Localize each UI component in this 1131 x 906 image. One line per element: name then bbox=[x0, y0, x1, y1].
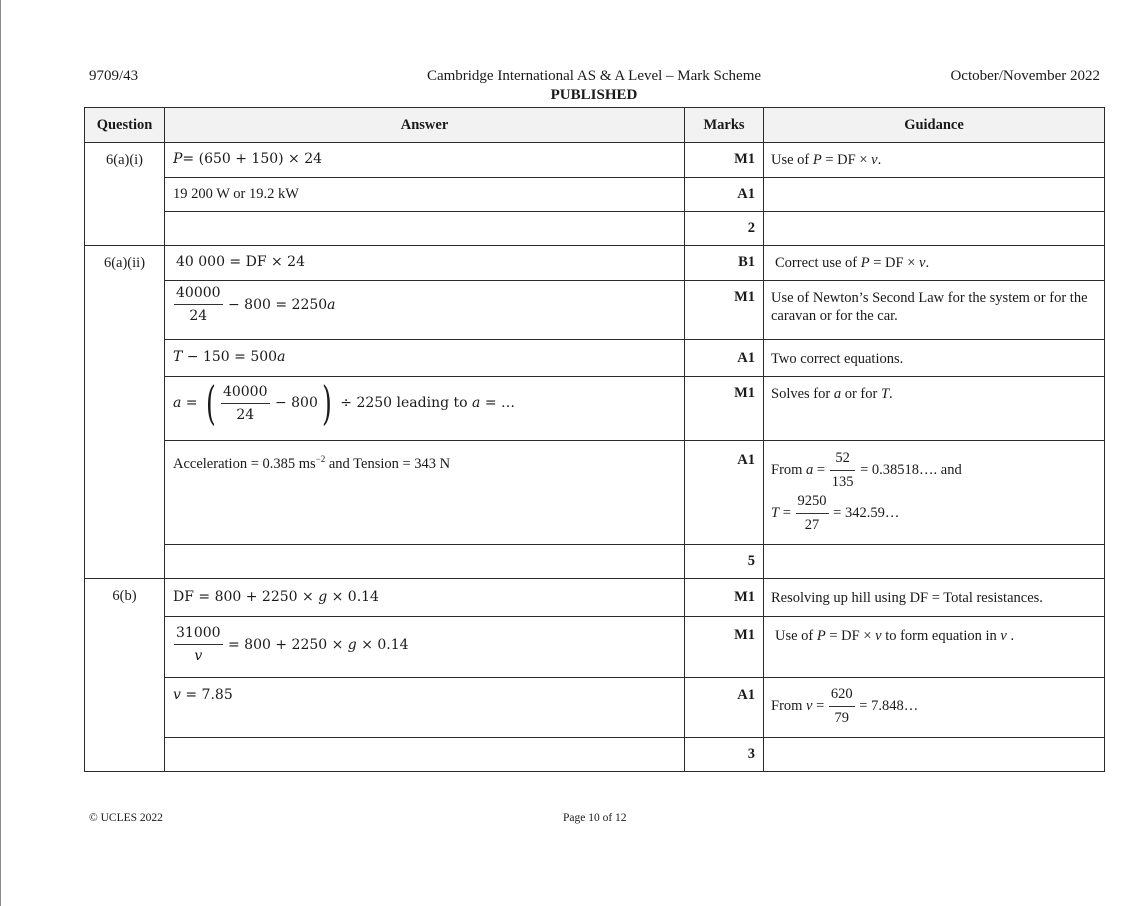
answer-cell bbox=[165, 738, 685, 772]
guidance-cell bbox=[764, 738, 1105, 772]
table-row bbox=[85, 178, 1105, 212]
exam-session: October/November 2022 bbox=[950, 68, 1100, 84]
column-header-answer: Answer bbox=[165, 108, 685, 143]
document-title: Cambridge International AS & A Level – Mark Scheme bbox=[426, 68, 762, 84]
published-label: PUBLISHED bbox=[550, 87, 638, 103]
table-row bbox=[85, 617, 1105, 678]
copyright-notice: © UCLES 2022 bbox=[89, 812, 163, 824]
page-left-edge bbox=[0, 0, 1, 906]
answer-cell: P= (650 + 150) × 24 bbox=[165, 143, 685, 178]
left-parenthesis: ( bbox=[206, 376, 216, 430]
table-row bbox=[85, 246, 1105, 281]
mark-cell: A1 bbox=[685, 441, 764, 545]
total-marks: 3 bbox=[685, 738, 764, 772]
table-row bbox=[85, 143, 1105, 178]
guidance-cell: Use of P = DF × v. bbox=[764, 143, 1105, 178]
column-header-question: Question bbox=[85, 108, 165, 143]
answer-cell: 40 000 = DF × 24 bbox=[165, 246, 685, 281]
answer-cell: $\frac{31000}{v}$ = 800 + 2250 × g × 0.14 bbox=[165, 617, 685, 678]
guidance-cell: From a = $\frac{52}{135}$ = 0.38518…. and T = $\frac{9250}{27}$ = 342.59… bbox=[764, 441, 1105, 545]
total-marks: 5 bbox=[685, 545, 764, 579]
guidance-cell: Correct use of P = DF × v. bbox=[764, 246, 1105, 281]
table-row bbox=[85, 579, 1105, 617]
table-row bbox=[85, 377, 1105, 441]
answer-cell: $\frac{40000}{24}$ − 800 = 2250a bbox=[165, 281, 685, 340]
answer-cell: T − 150 = 500a bbox=[165, 340, 685, 377]
answer-cell: a = ( $\frac{40000}{24}$ − 800) ÷ 2250 leading to a = … bbox=[165, 377, 685, 441]
right-parenthesis: ) bbox=[321, 376, 332, 430]
mark-cell: M1 bbox=[685, 579, 764, 617]
mark-cell: M1 bbox=[685, 281, 764, 340]
answer-cell: v = 7.85 bbox=[165, 678, 685, 738]
mark-cell: M1 bbox=[685, 617, 764, 678]
mark-cell: B1 bbox=[685, 246, 764, 281]
total-marks: 2 bbox=[685, 212, 764, 246]
guidance-cell bbox=[764, 212, 1105, 246]
answer-cell: DF = 800 + 2250 × g × 0.14 bbox=[165, 579, 685, 617]
fraction: $\frac{31000}{v}$ bbox=[176, 625, 221, 664]
answer-cell: Acceleration = 0.385 $ms^{-2}$ and Tension = 343 N bbox=[165, 441, 685, 545]
question-label: 6(a)(ii) bbox=[85, 246, 165, 579]
mark-cell: M1 bbox=[685, 377, 764, 441]
guidance-cell: Use of Newton’s Second Law for the system or for the caravan or for the car. bbox=[764, 281, 1105, 340]
fraction: $\frac{40000}{24}$ bbox=[222, 383, 268, 423]
table-row bbox=[85, 678, 1105, 738]
mark-cell: M1 bbox=[685, 143, 764, 178]
guidance-cell: Resolving up hill using DF = Total resistances. bbox=[764, 579, 1105, 617]
answer-cell bbox=[165, 545, 685, 579]
question-label: 6(a)(i) bbox=[85, 143, 165, 246]
table-row bbox=[85, 738, 1105, 772]
question-label: 6(b) bbox=[85, 579, 165, 772]
mark-scheme-table bbox=[84, 107, 1105, 772]
table-row bbox=[85, 340, 1105, 377]
guidance-cell: Solves for a or for T. bbox=[764, 377, 1105, 441]
table-header-row bbox=[85, 108, 1105, 143]
table-row bbox=[85, 212, 1105, 246]
guidance-cell: Use of P = DF × v to form equation in v . bbox=[764, 617, 1105, 678]
mark-cell: A1 bbox=[685, 340, 764, 377]
answer-cell: 19 200 W or 19.2 kW bbox=[165, 178, 685, 212]
table-row bbox=[85, 441, 1105, 545]
mark-cell: A1 bbox=[685, 678, 764, 738]
fraction: $\frac{620}{79}$ bbox=[830, 686, 853, 726]
column-header-guidance: Guidance bbox=[764, 108, 1105, 143]
guidance-cell bbox=[764, 178, 1105, 212]
answer-cell bbox=[165, 212, 685, 246]
mark-cell: A1 bbox=[685, 178, 764, 212]
fraction: $\frac{40000}{24}$ bbox=[176, 285, 221, 324]
guidance-cell: From v = $\frac{620}{79}$ = 7.848… bbox=[764, 678, 1105, 738]
fraction: $\frac{9250}{27}$ bbox=[797, 493, 827, 533]
table-row bbox=[85, 545, 1105, 579]
guidance-cell bbox=[764, 545, 1105, 579]
table-row bbox=[85, 281, 1105, 340]
guidance-cell: Two correct equations. bbox=[764, 340, 1105, 377]
column-header-marks: Marks bbox=[685, 108, 764, 143]
page-number: Page 10 of 12 bbox=[563, 812, 627, 824]
paper-code: 9709/43 bbox=[89, 68, 139, 84]
fraction: $\frac{52}{135}$ bbox=[831, 450, 854, 490]
